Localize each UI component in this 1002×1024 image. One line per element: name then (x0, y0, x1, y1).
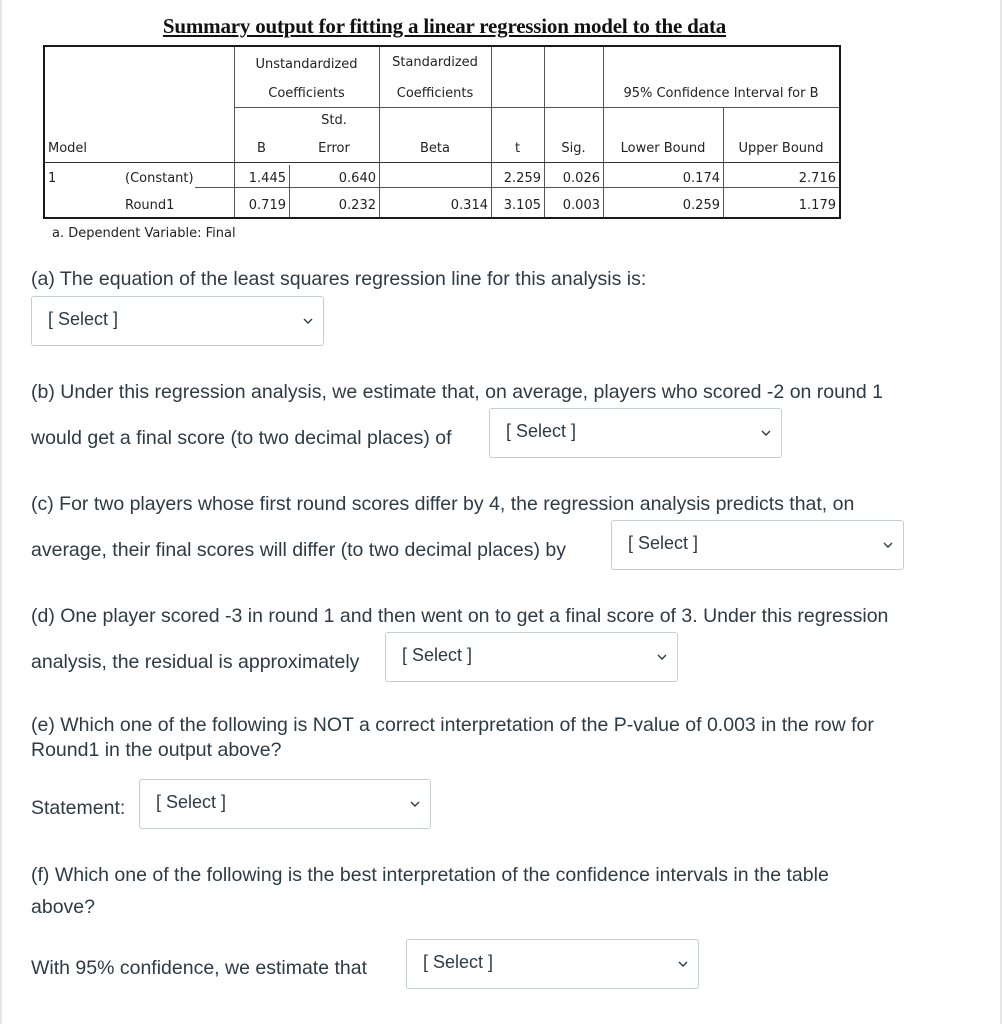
col-divider (603, 47, 604, 217)
header-std-coefficients: Coefficients (396, 86, 474, 101)
chevron-down-icon (303, 316, 313, 326)
cell-std-error: 0.640 (338, 171, 376, 186)
col-divider (544, 47, 545, 217)
page-border-left (0, 0, 2, 1024)
col-divider (491, 47, 492, 217)
cell-std-error: 0.232 (338, 198, 376, 213)
question-d-text-line1: (d) One player scored -3 in round 1 and then went on to get a final score of 3. Under this regression (31, 605, 889, 627)
question-a-text: (a) The equation of the least squares regression line for this analysis is: (31, 268, 647, 290)
question-c-text-line1: (c) For two players whose first round scores differ by 4, the regression analysis predicts that, on (31, 493, 855, 515)
header-divider (234, 107, 839, 108)
cell-lower-bound: 0.259 (682, 198, 720, 213)
question-e-label: Statement: (31, 797, 126, 819)
header-b: B (257, 141, 266, 156)
chevron-down-icon (657, 652, 667, 662)
cell-t: 3.105 (503, 198, 541, 213)
chevron-down-icon (410, 799, 420, 809)
cell-b: 0.719 (248, 198, 286, 213)
dropdown-placeholder: [ Select ] (402, 645, 473, 665)
cell-sig: 0.003 (562, 198, 600, 213)
header-divider (45, 162, 839, 163)
dropdown-placeholder: [ Select ] (628, 533, 699, 553)
dropdown-placeholder: [ Select ] (156, 792, 227, 812)
question-e-text-line2: Round1 in the output above? (31, 739, 282, 761)
row-divider (195, 187, 839, 188)
dependent-variable-note: a. Dependent Variable: Final (52, 226, 236, 241)
answer-a-dropdown[interactable] (31, 296, 324, 346)
question-e-text-line1: (e) Which one of the following is NOT a correct interpretation of the P-value of 0.003 in the row for (31, 714, 874, 736)
cell-lower-bound: 0.174 (682, 171, 720, 186)
dropdown-placeholder: [ Select ] (423, 952, 494, 972)
question-f-label: With 95% confidence, we estimate that (31, 957, 368, 979)
answer-b-dropdown[interactable] (489, 408, 782, 458)
header-sig: Sig. (561, 141, 586, 156)
header-std: Std. (321, 113, 347, 128)
answer-f-dropdown[interactable] (406, 939, 699, 989)
output-title: Summary output for fitting a linear regression model to the data (162, 14, 727, 38)
cell-b: 1.445 (248, 171, 286, 186)
chevron-down-icon (761, 428, 771, 438)
cell-beta: 0.314 (450, 198, 488, 213)
cell-upper-bound: 1.179 (798, 198, 836, 213)
header-coefficients: Coefficients (268, 86, 345, 101)
cell-sig: 0.026 (562, 171, 600, 186)
answer-d-dropdown[interactable] (385, 632, 678, 682)
question-d-text-line2: analysis, the residual is approximately (31, 651, 360, 673)
question-b-text-line1: (b) Under this regression analysis, we estimate that, on average, players who scored -2 on round 1 (31, 381, 883, 403)
dropdown-placeholder: [ Select ] (506, 421, 577, 441)
header-model: Model (48, 141, 88, 156)
chevron-down-icon (678, 959, 688, 969)
col-divider (234, 47, 235, 217)
header-unstandardized: Unstandardized (255, 57, 358, 72)
col-divider (379, 47, 380, 217)
header-confidence-interval: 95% Confidence Interval for B (623, 86, 819, 101)
question-f-text-line2: above? (31, 896, 95, 918)
answer-c-dropdown[interactable] (611, 520, 904, 570)
header-lower-bound: Lower Bound (620, 141, 706, 156)
chevron-down-icon (883, 540, 893, 550)
question-f-text-line1: (f) Which one of the following is the best interpretation of the confidence intervals in the table (31, 864, 829, 886)
header-standardized: Standardized (392, 55, 478, 70)
row-name: Round1 (125, 198, 175, 213)
model-number: 1 (48, 171, 57, 186)
question-c-text-line2: average, their final scores will differ (to two decimal places) by (31, 539, 567, 561)
cell-upper-bound: 2.716 (798, 171, 836, 186)
row-name: (Constant) (125, 171, 194, 186)
header-beta: Beta (420, 141, 450, 156)
regression-output-table (43, 45, 841, 219)
header-t: t (514, 141, 521, 156)
question-b-text-line2: would get a final score (to two decimal places) of (31, 427, 452, 449)
dropdown-placeholder: [ Select ] (48, 309, 119, 329)
cell-t: 2.259 (503, 171, 541, 186)
header-error: Error (318, 141, 350, 156)
answer-e-dropdown[interactable] (139, 779, 431, 829)
header-upper-bound: Upper Bound (738, 141, 824, 156)
